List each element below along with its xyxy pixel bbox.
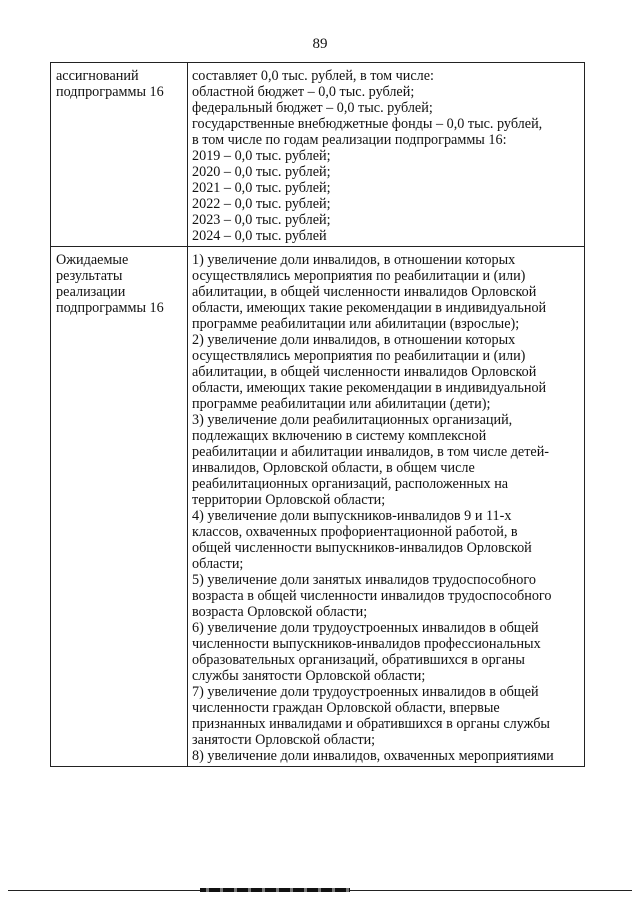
row-label-cell	[51, 247, 188, 767]
label-line: результаты	[56, 268, 123, 284]
content-line: области;	[192, 556, 244, 572]
label-line: подпрограммы 16	[56, 84, 164, 100]
scan-edge-artifact	[0, 888, 640, 893]
label-line: подпрограммы 16	[56, 300, 164, 316]
content-line: 2020 – 0,0 тыс. рублей;	[192, 164, 331, 180]
content-line: образовательных организаций, обратившихся в органы	[192, 652, 525, 668]
scan-edge-blot	[200, 888, 350, 892]
content-line: федеральный бюджет – 0,0 тыс. рублей;	[192, 100, 433, 116]
content-line: области, имеющих такие рекомендации в индивидуальной	[192, 300, 547, 316]
content-line: 2019 – 0,0 тыс. рублей;	[192, 148, 331, 164]
row-content-cell	[188, 247, 585, 767]
label-line: реализации	[56, 284, 126, 300]
content-line: 3) увеличение доли реабилитационных организаций,	[192, 412, 513, 428]
label-line: ассигнований	[56, 68, 139, 84]
content-line: возраста Орловской области;	[192, 604, 368, 620]
content-line: службы занятости Орловской области;	[192, 668, 426, 684]
subprogram-passport-table	[50, 62, 585, 767]
content-line: инвалидов, Орловской области, в общем числе	[192, 460, 475, 476]
content-line: численности граждан Орловской области, впервые	[192, 700, 500, 716]
content-line: 2021 – 0,0 тыс. рублей;	[192, 180, 331, 196]
content-line: 1) увеличение доли инвалидов, в отношении которых	[192, 252, 516, 268]
content-line: общей численности выпускников-инвалидов Орловской	[192, 540, 532, 556]
content-line: государственные внебюджетные фонды – 0,0 тыс. рублей,	[192, 116, 543, 132]
table-row	[51, 63, 585, 247]
content-line: 2024 – 0,0 тыс. рублей	[192, 228, 327, 244]
content-line: реабилитационных организаций, расположенных на	[192, 476, 509, 492]
content-line: подлежащих включению в систему комплексной	[192, 428, 487, 444]
content-line: 2022 – 0,0 тыс. рублей;	[192, 196, 331, 212]
content-line: 7) увеличение доли трудоустроенных инвалидов в общей	[192, 684, 539, 700]
content-line: занятости Орловской области;	[192, 732, 376, 748]
content-line: 6) увеличение доли трудоустроенных инвалидов в общей	[192, 620, 539, 636]
content-line: возраста в общей численности инвалидов трудоспособного	[192, 588, 552, 604]
content-line: абилитации, в общей численности инвалидов Орловской	[192, 284, 537, 300]
content-line: территории Орловской области;	[192, 492, 386, 508]
content-line: программе реабилитации или абилитации (дети);	[192, 396, 491, 412]
content-line: 8) увеличение доли инвалидов, охваченных мероприятиями	[192, 748, 554, 764]
content-line: 5) увеличение доли занятых инвалидов трудоспособного	[192, 572, 536, 588]
page-number: 89	[312, 36, 328, 52]
content-line: области, имеющих такие рекомендации в индивидуальной	[192, 380, 547, 396]
content-line: программе реабилитации или абилитации (взрослые);	[192, 316, 520, 332]
content-line: 4) увеличение доли выпускников-инвалидов 9 и 11-х	[192, 508, 512, 524]
content-line: абилитации, в общей численности инвалидов Орловской	[192, 364, 537, 380]
content-line: областной бюджет – 0,0 тыс. рублей;	[192, 84, 415, 100]
content-line: осуществлялись мероприятия по реабилитации и (или)	[192, 348, 526, 364]
content-line: осуществлялись мероприятия по реабилитации и (или)	[192, 268, 526, 284]
content-line: составляет 0,0 тыс. рублей, в том числе:	[192, 68, 434, 84]
content-line: 2) увеличение доли инвалидов, в отношении которых	[192, 332, 516, 348]
content-line: 2023 – 0,0 тыс. рублей;	[192, 212, 331, 228]
content-line: признанных инвалидами и обратившихся в органы службы	[192, 716, 550, 732]
content-line: в том числе по годам реализации подпрограммы 16:	[192, 132, 507, 148]
label-line: Ожидаемые	[56, 252, 129, 268]
content-line: численности выпускников-инвалидов профессиональных	[192, 636, 541, 652]
content-line: реабилитации и абилитации инвалидов, в том числе детей-	[192, 444, 550, 460]
content-line: классов, охваченных профориентационной работой, в	[192, 524, 518, 540]
row-label-cell	[51, 63, 188, 247]
table-row	[51, 247, 585, 767]
row-content-cell	[188, 63, 585, 247]
